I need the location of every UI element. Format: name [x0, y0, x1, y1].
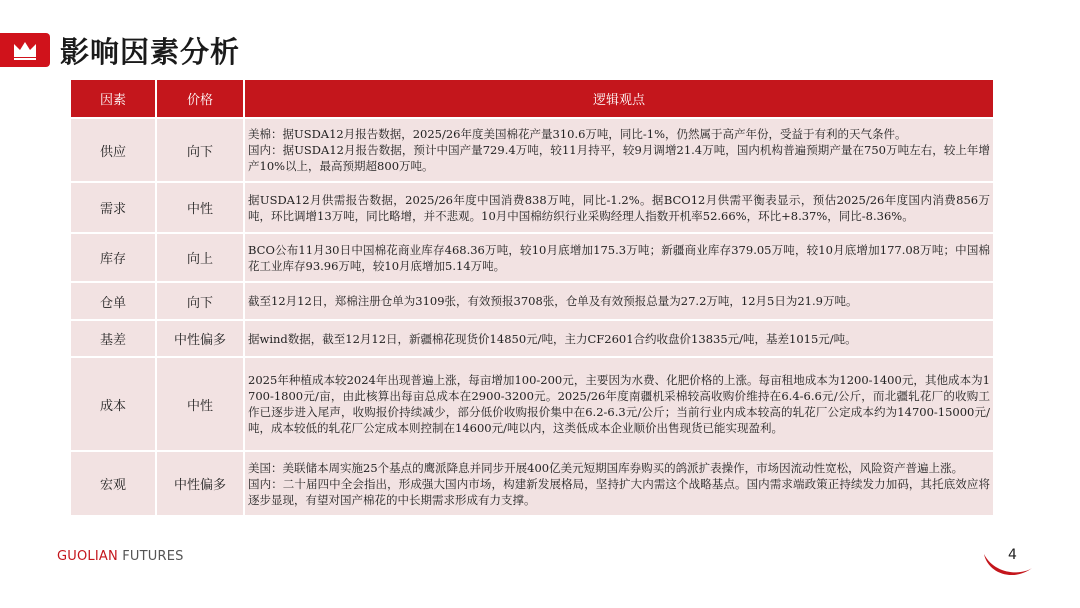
- factor-cell: 库存: [71, 232, 157, 281]
- logic-paragraph: 据USDA12月供需报告数据，2025/26年度中国消费838万吨，同比-1.2%。据BCO12月供需平衡表显示，预估2025/26年度国内消费856万吨，环比调增13万吨，同比略增，并不悲观。10月中国棉纺织行业采购经理人指数开机率52.66%，环比+8.37%，同比-8.36%。: [248, 192, 990, 223]
- logic-paragraph: BCO公布11月30日中国棉花商业库存468.36万吨，较10月底增加175.3万吨；新疆商业库存379.05万吨，较10月底增加177.08万吨；中国棉花工业库存93.96万吨，较10月底增加5.14万吨。: [248, 242, 990, 273]
- logic-paragraph: 2025年种植成本较2024年出现普遍上涨，每亩增加100-200元，主要因为水费、化肥价格的上涨。每亩租地成本为1200-1400元，其他成本为1700-1800元/亩，由此核算出每亩总成本在2900-3200元。2025/26年度南疆机采棉较高收购价维持在6.4-6.6元/公斤，而北疆轧花厂的收购工作已逐步进入尾声，收购报价持续减少，部分低价收购报价集中在6.2-6.3元/公斤；当前行业内成本较高的轧花厂公定成本约为14700-15000元/吨，成本较低的轧花厂公定成本则控制在14600元/吨以内，这类低成本企业顺价出售现货已能实现盈利。: [248, 373, 990, 435]
- logic-paragraph: 国内：据USDA12月报告数据，预计中国产量729.4万吨，较11月持平，较9月调增21.4万吨，国内机构普遍预期产量在750万吨左右，较上年增产10%以上，最高预期超800万吨。: [248, 143, 990, 173]
- column-header-factor: 因素: [71, 80, 157, 117]
- logic-cell: [245, 356, 993, 450]
- price-cell: 中性: [157, 356, 245, 450]
- logic-cell: [245, 450, 993, 515]
- table-row: [71, 319, 993, 356]
- column-header-logic: 逻辑观点: [245, 80, 993, 117]
- logic-cell: [245, 281, 993, 319]
- factor-cell: 需求: [71, 181, 157, 232]
- price-cell: 向上: [157, 232, 245, 281]
- table-row: [71, 117, 993, 181]
- factor-cell: 仓单: [71, 281, 157, 319]
- column-header-price: 价格: [157, 80, 245, 117]
- logic-paragraph: 截至12月12日，郑棉注册仓单为3109张，有效预报3708张，仓单及有效预报总量为27.2万吨，12月5日为21.9万吨。: [248, 294, 858, 308]
- factor-table: [71, 80, 993, 515]
- logic-paragraph: 美国：美联储本周实施25个基点的鹰派降息并同步开展400亿美元短期国库券购买的鸽派扩表操作，市场因流动性宽松，风险资产普遍上涨。: [248, 460, 964, 475]
- table-row: [71, 450, 993, 515]
- factor-cell: 供应: [71, 117, 157, 181]
- crown-icon: [0, 33, 50, 67]
- logic-cell: [245, 117, 993, 181]
- table-row: [71, 356, 993, 450]
- factor-cell: 宏观: [71, 450, 157, 515]
- table-header-row: [71, 80, 993, 117]
- logic-paragraph: 国内：二十届四中全会指出，形成强大国内市场，构建新发展格局，坚持扩大内需这个战略基点。国内需求端政策正持续发力加码，其托底效应将逐步显现，有望对国产棉花的中长期需求形成有力支撑。: [248, 476, 990, 507]
- title-bar: [0, 30, 240, 70]
- table-row: [71, 232, 993, 281]
- factor-cell: 成本: [71, 356, 157, 450]
- logic-paragraph: 美棉：据USDA12月报告数据，2025/26年度美国棉花产量310.6万吨，同比-1%，仍然属于高产年份，受益于有利的天气条件。: [248, 127, 907, 141]
- price-cell: 中性: [157, 181, 245, 232]
- logic-cell: [245, 181, 993, 232]
- table-row: [71, 181, 993, 232]
- table-row: [71, 281, 993, 319]
- page-title: 影响因素分析: [60, 34, 241, 69]
- price-cell: 中性偏多: [157, 319, 245, 356]
- brand-name-primary: GUOLIAN: [57, 549, 118, 564]
- price-cell: 中性偏多: [157, 450, 245, 515]
- logic-cell: [245, 232, 993, 281]
- logic-paragraph: 据wind数据，截至12月12日，新疆棉花现货价14850元/吨，主力CF2601合约收盘价13835元/吨，基差1015元/吨。: [248, 331, 857, 346]
- factor-cell: 基差: [71, 319, 157, 356]
- logic-cell: [245, 319, 993, 356]
- footer-brand: [57, 549, 184, 564]
- page-number: 4: [1008, 547, 1017, 563]
- brand-name-secondary: FUTURES: [117, 549, 184, 564]
- price-cell: 向下: [157, 281, 245, 319]
- price-cell: 向下: [157, 117, 245, 181]
